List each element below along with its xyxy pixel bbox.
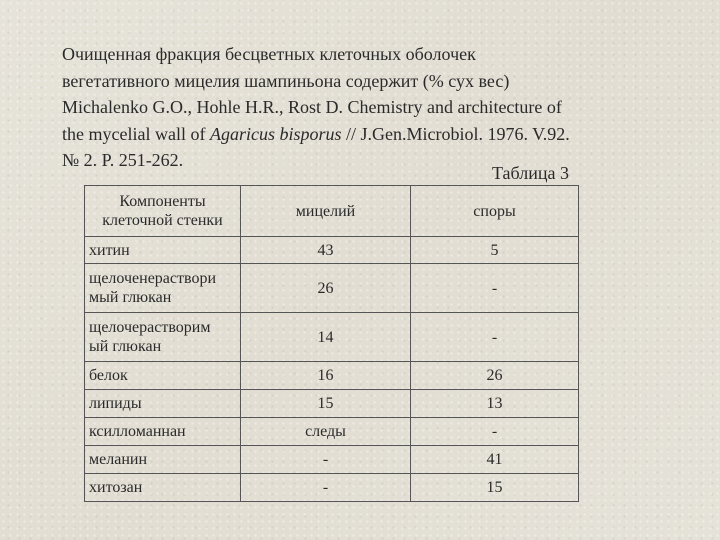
row-name: липиды xyxy=(85,390,241,418)
species-name: Agaricus bisporus xyxy=(209,123,342,144)
row-mycelium-value: 26 xyxy=(241,264,411,313)
slide-heading xyxy=(62,41,662,174)
row-mycelium-value: 16 xyxy=(241,362,411,390)
row-name-line-2: ый глюкан xyxy=(89,338,162,355)
row-mycelium-value: 43 xyxy=(241,237,411,264)
table-row xyxy=(85,264,579,313)
row-name: хитозан xyxy=(85,474,241,502)
row-name: ксилломаннан xyxy=(85,418,241,446)
table-row xyxy=(85,313,579,362)
row-name-line-1: щелочерастворим xyxy=(89,319,211,336)
table-row xyxy=(85,418,579,446)
composition-table xyxy=(84,185,579,502)
heading-line-1: Очищенная фракция бесцветных клеточных оболочек xyxy=(62,44,476,64)
table-label: Таблица 3 xyxy=(492,163,569,183)
heading-line-4 xyxy=(62,121,662,148)
table-row xyxy=(85,446,579,474)
row-spores-value: 26 xyxy=(411,362,579,390)
row-name: меланин xyxy=(85,446,241,474)
row-spores-value: 5 xyxy=(411,237,579,264)
row-spores-value: 41 xyxy=(411,446,579,474)
heading-line-3: Michalenko G.O., Hohle H.R., Rost D. Chemistry and architecture of xyxy=(62,97,562,117)
row-mycelium-value: - xyxy=(241,446,411,474)
header-components-line-1: Компоненты xyxy=(119,193,206,210)
row-spores-value: 15 xyxy=(411,474,579,502)
row-spores-value: - xyxy=(411,264,579,313)
heading-line-4-post: // J.Gen.Microbiol. 1976. V.92. xyxy=(341,123,570,144)
row-name-line-1: щелоченераствори xyxy=(89,270,217,287)
row-mycelium-value: следы xyxy=(241,418,411,446)
heading-line-4-pre: the mycelial wall of xyxy=(62,123,210,144)
row-mycelium-value: 14 xyxy=(241,313,411,362)
table-row xyxy=(85,237,579,264)
header-components-line-2: клеточной стенки xyxy=(102,212,223,229)
table-header-row xyxy=(85,186,579,237)
heading-line-2: вегетативного мицелия шампиньона содержит (% сух вес) xyxy=(62,70,510,91)
row-name: хитин xyxy=(85,237,241,264)
row-spores-value: 13 xyxy=(411,390,579,418)
row-mycelium-value: - xyxy=(241,474,411,502)
header-components xyxy=(85,186,241,237)
row-name-line-2: мый глюкан xyxy=(89,289,172,306)
row-spores-value: - xyxy=(411,313,579,362)
table-row xyxy=(85,390,579,418)
row-name: белок xyxy=(85,362,241,390)
row-spores-value: - xyxy=(411,418,579,446)
header-spores: споры xyxy=(411,186,579,237)
table-row xyxy=(85,362,579,390)
heading-line-5: № 2. P. 251-262. xyxy=(62,150,184,170)
header-mycelium: мицелий xyxy=(241,186,411,237)
table-row xyxy=(85,474,579,502)
row-name xyxy=(85,264,241,313)
row-name xyxy=(85,313,241,362)
row-mycelium-value: 15 xyxy=(241,390,411,418)
